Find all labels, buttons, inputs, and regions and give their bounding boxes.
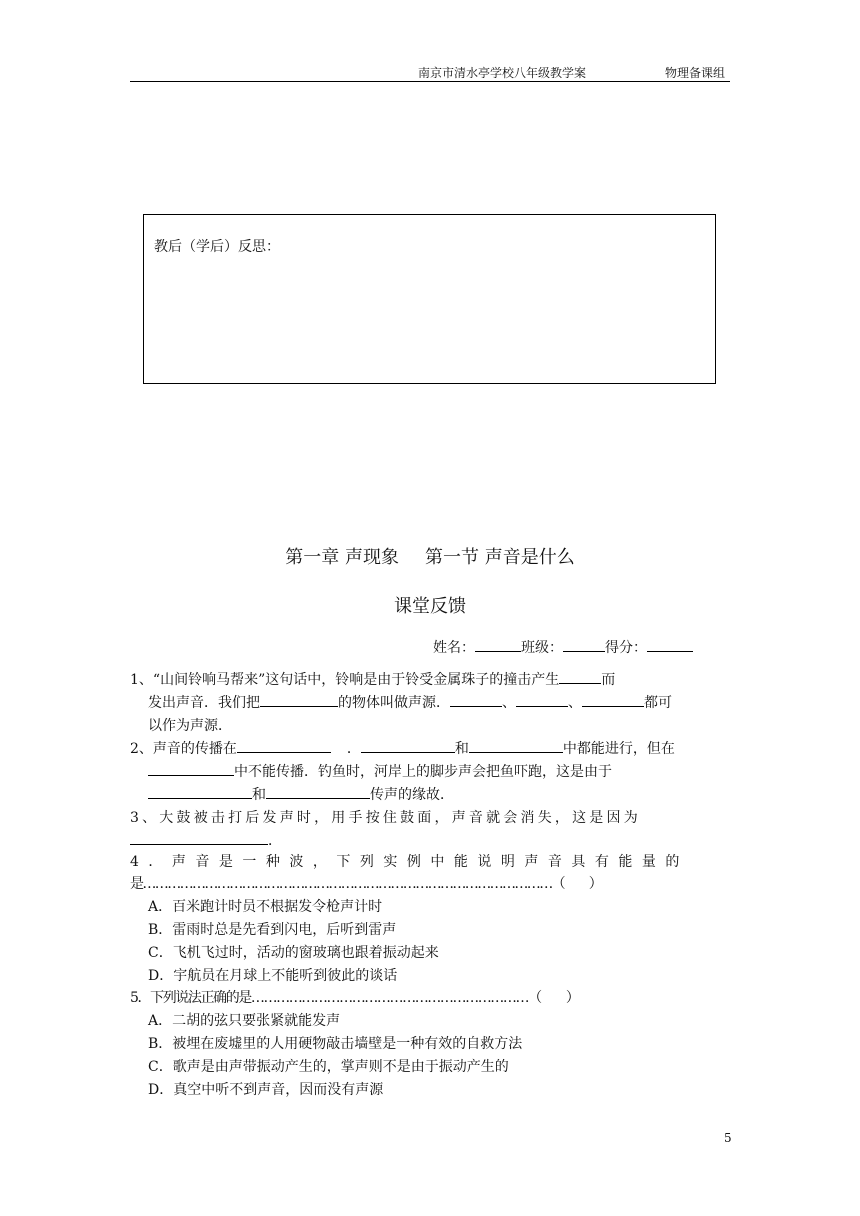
q1-blank-1[interactable]	[559, 669, 601, 684]
score-blank[interactable]	[647, 637, 693, 652]
q4-option-a: A．百米跑计时员不根据发令枪声计时	[148, 899, 383, 915]
header-school: 南京市清水亭学校八年级教学案	[418, 66, 587, 80]
q1-blank-4[interactable]	[516, 692, 568, 707]
q2-blank-2[interactable]	[361, 738, 455, 753]
name-blank[interactable]	[475, 637, 521, 652]
q3-line1: 3、大鼓被击打后发声时，用手按住鼓面，声音就会消失，这是因为	[130, 810, 641, 826]
q2-blank-5[interactable]	[148, 784, 252, 799]
q2-text-b: ．	[346, 741, 361, 757]
q2-line3	[148, 784, 454, 804]
q1-text-a: 1、“山间铃响马帮来”这句话中，铃响是由于铃受金属珠子的撞击产生	[130, 672, 560, 688]
class-label: 班级：	[521, 640, 563, 656]
q5-option-a: A．二胡的弦只要张紧就能发声	[148, 1013, 341, 1029]
score-label: 得分：	[605, 640, 647, 656]
q1-text-c: 发出声音．我们把	[148, 695, 260, 711]
reflection-label: 教后（学后）反思：	[154, 239, 280, 255]
q5-option-b: B．被埋在废墟里的人用硬物敲击墙壁是一种有效的自救方法	[148, 1036, 523, 1052]
q2-text-c: 和	[454, 741, 469, 757]
q1-blank-5[interactable]	[582, 692, 644, 707]
q3-line2	[130, 830, 282, 850]
q2-blank-6[interactable]	[266, 784, 370, 799]
q2-text-e: 中不能传播．钓鱼时，河岸上的脚步声会把鱼吓跑，这是由于	[234, 764, 612, 780]
q1-text-b: 而	[601, 672, 616, 688]
q5-option-c: C．歌声是由声带振动产生的，掌声则不是由于振动产生的	[148, 1059, 509, 1075]
q5-option-d: D．真空中听不到声音，因而没有声源	[148, 1082, 384, 1098]
q2-blank-4[interactable]	[148, 761, 234, 776]
q2-text-a: 2、声音的传播在	[130, 741, 237, 757]
q2-blank-1[interactable]	[237, 738, 331, 753]
q1-text-d: 的物体叫做声源．	[338, 695, 450, 711]
q2-line2	[148, 761, 612, 781]
q4-stem-line2: 是………………………………………………………………………………………（ ）	[130, 876, 602, 892]
q1-blank-3[interactable]	[450, 692, 502, 707]
section-subtitle: 课堂反馈	[394, 596, 466, 617]
q4-option-d: D．宇航员在月球上不能听到彼此的谈话	[148, 968, 398, 984]
q1-blank-2[interactable]	[260, 692, 338, 707]
q1-line3: 以作为声源．	[148, 718, 232, 734]
chapter-title-right: 第一节 声音是什么	[425, 547, 575, 568]
q1-text-e: 都可	[644, 695, 672, 711]
chapter-title	[0, 543, 860, 569]
class-blank[interactable]	[563, 637, 605, 652]
q2-blank-3[interactable]	[469, 738, 563, 753]
q2-text-d: 中都能进行，但在	[562, 741, 675, 757]
q5-stem: 5．下列说法正确的是…………………………………………………………（ ）	[130, 990, 579, 1006]
q3-text-end: ．	[268, 833, 282, 849]
header-rule	[130, 81, 730, 82]
q1-sep-2: 、	[568, 695, 582, 711]
q2-line1	[130, 738, 675, 758]
chapter-title-left: 第一章 声现象	[285, 547, 399, 568]
page-number: 5	[724, 1131, 732, 1145]
student-info	[433, 637, 693, 657]
q4-option-b: B．雷雨时总是先看到闪电，后听到雷声	[148, 922, 397, 938]
q2-text-g: 传声的缘故．	[370, 787, 454, 803]
q1-line2	[148, 692, 672, 712]
q3-blank[interactable]	[130, 830, 268, 845]
q2-text-f: 和	[252, 787, 266, 803]
header-group: 物理备课组	[665, 66, 726, 80]
q1-sep-1: 、	[502, 695, 516, 711]
q1-line1	[130, 669, 615, 689]
name-label: 姓名：	[433, 640, 475, 656]
q4-option-c: C．飞机飞过时，活动的窗玻璃也跟着振动起来	[148, 945, 439, 961]
q4-stem-line1: 4．声音是一种波，下列实例中能说明声音具有能量的	[130, 854, 689, 870]
